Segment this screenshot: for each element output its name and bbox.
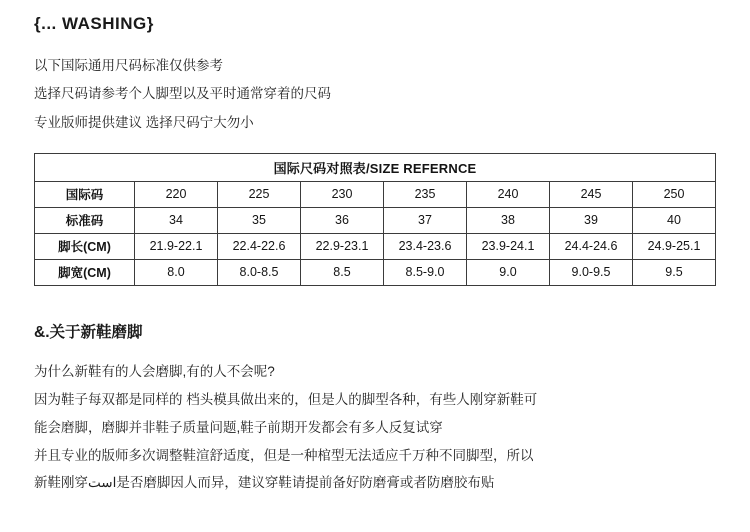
body-paragraph-block [34, 362, 716, 495]
body-line: 能会磨脚，磨脚并非鞋子质量问题,鞋子前期开发都会有多人反复试穿 [34, 419, 443, 435]
table-cell: 240 [467, 181, 550, 207]
table-cell: 8.5-9.0 [384, 259, 467, 285]
table-cell: 230 [301, 181, 384, 207]
table-cell: 8.5 [301, 259, 384, 285]
intro-line: 以下国际通用尺码标准仅供参考 [34, 58, 223, 73]
row-label: 脚宽(CM) [35, 259, 135, 285]
table-row [35, 181, 716, 207]
table-cell: 22.9-23.1 [301, 233, 384, 259]
table-cell: 24.4-24.6 [550, 233, 633, 259]
table-cell: 34 [135, 207, 218, 233]
intro-paragraph-block [34, 56, 716, 133]
row-label: 标准码 [35, 207, 135, 233]
table-caption: 国际尺码对照表/SIZE REFERNCE [35, 153, 716, 181]
body-line: 新鞋刚穿است是否磨脚因人而异，建议穿鞋请提前备好防磨膏或者防磨胶布贴 [34, 475, 495, 491]
table-cell: 23.9-24.1 [467, 233, 550, 259]
table-cell: 37 [384, 207, 467, 233]
row-label: 国际码 [35, 181, 135, 207]
table-cell: 8.0 [135, 259, 218, 285]
table-cell: 9.0-9.5 [550, 259, 633, 285]
size-reference-table [34, 153, 716, 286]
table-cell: 9.5 [633, 259, 716, 285]
table-cell: 24.9-25.1 [633, 233, 716, 259]
table-row [35, 233, 716, 259]
page-title: {... WASHING} [34, 14, 154, 33]
table-cell: 21.9-22.1 [135, 233, 218, 259]
table-cell: 23.4-23.6 [384, 233, 467, 259]
table-cell: 36 [301, 207, 384, 233]
table-cell: 8.0-8.5 [218, 259, 301, 285]
table-cell: 38 [467, 207, 550, 233]
table-cell: 225 [218, 181, 301, 207]
row-label: 脚长(CM) [35, 233, 135, 259]
table-cell: 35 [218, 207, 301, 233]
table-cell: 9.0 [467, 259, 550, 285]
body-line: 为什么新鞋有的人会磨脚,有的人不会呢? [34, 363, 275, 379]
body-line: 因为鞋子每双都是同样的 档头模具做出来的，但是人的脚型各种，有些人刚穿新鞋可 [34, 391, 538, 407]
table-cell: 220 [135, 181, 218, 207]
intro-line: 专业版师提供建议 选择尺码宁大勿小 [34, 114, 254, 130]
table-caption-row [35, 153, 716, 181]
section-heading-new-shoes: &.关于新鞋磨脚 [34, 323, 143, 341]
table-cell: 39 [550, 207, 633, 233]
table-cell: 245 [550, 181, 633, 207]
table-cell: 22.4-22.6 [218, 233, 301, 259]
table-cell: 235 [384, 181, 467, 207]
table-cell: 250 [633, 181, 716, 207]
table-row [35, 259, 716, 285]
table-cell: 40 [633, 207, 716, 233]
intro-line: 选择尺码请参考个人脚型以及平时通常穿着的尺码 [34, 86, 331, 102]
body-line: 并且专业的版师多次调整鞋渲舒适度，但是一种棺型无法适应千万种不同脚型，所以 [34, 447, 534, 463]
table-row [35, 207, 716, 233]
